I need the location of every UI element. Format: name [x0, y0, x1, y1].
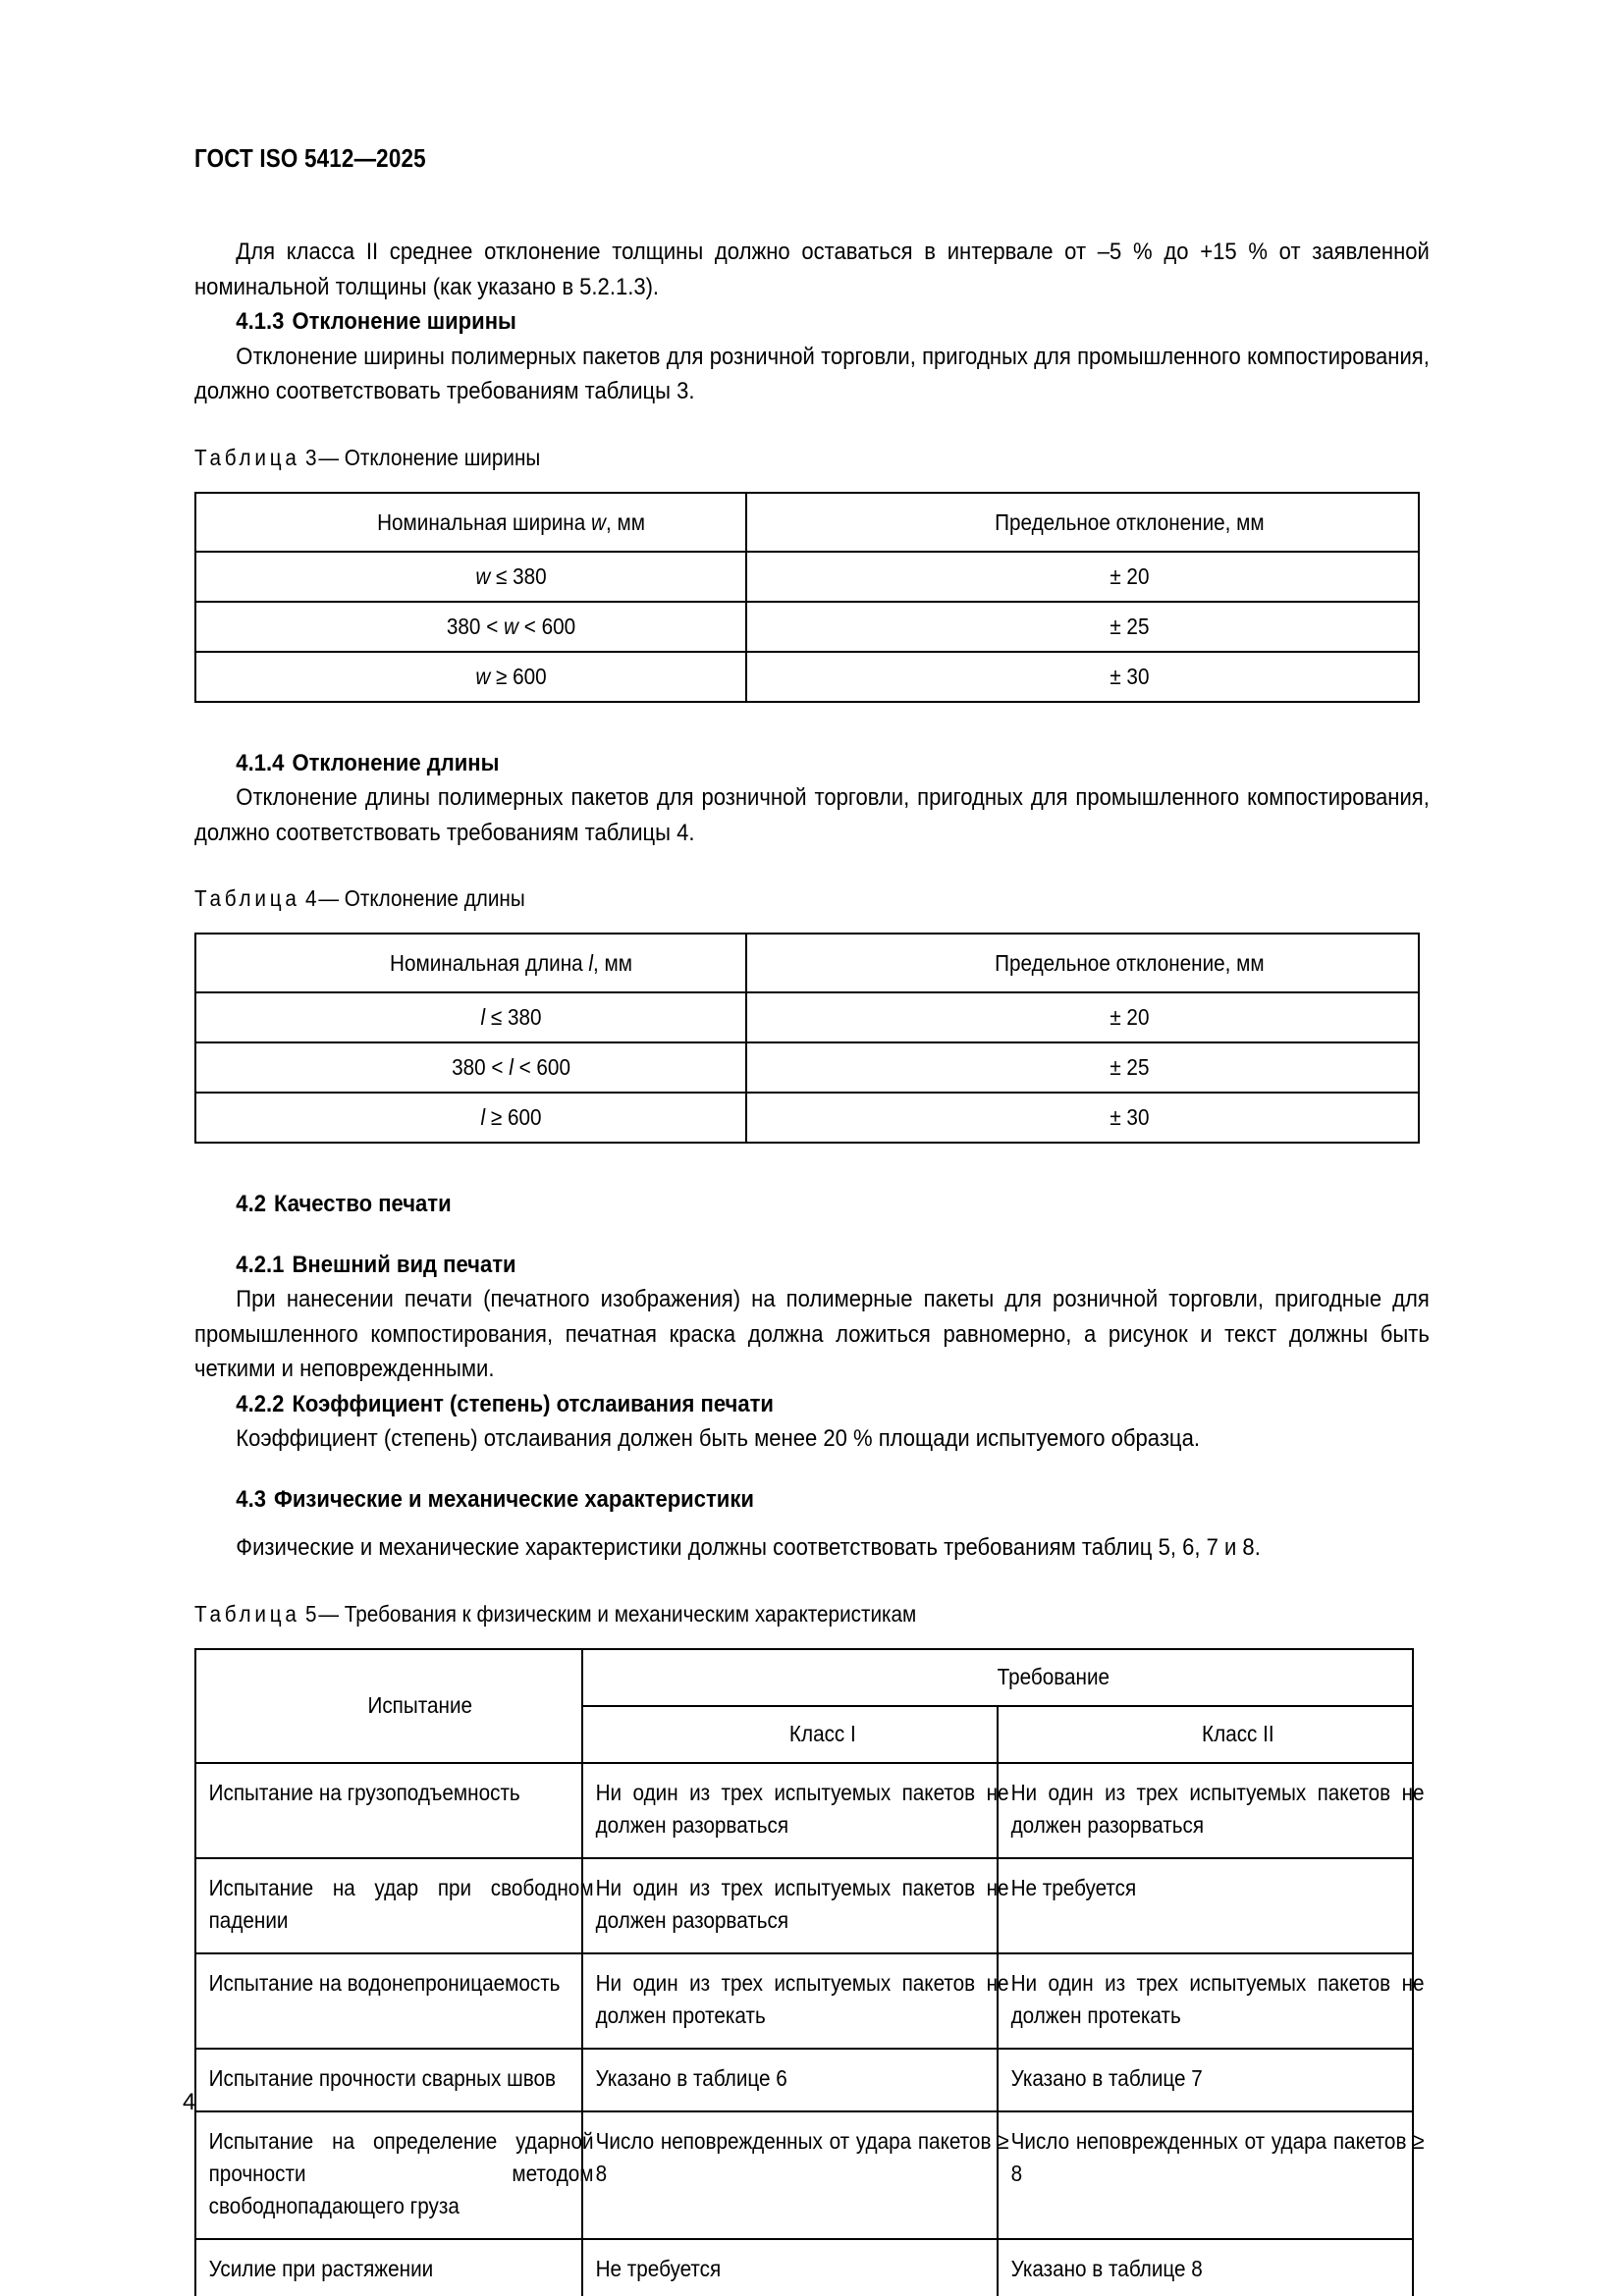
table-5	[194, 1648, 1425, 2296]
table-5-cell-class-2: Указано в таблице 8	[998, 2239, 1413, 2296]
document-header: ГОСТ ISO 5412—2025	[194, 145, 426, 173]
table-5-cell-class-2: Не требуется	[998, 1858, 1413, 1953]
table-5-header-class-2: Класс II	[998, 1706, 1413, 1763]
table-4-cell-range	[195, 992, 746, 1042]
table-3-cell-tolerance: ± 25	[746, 602, 1419, 652]
table-3-cell-tolerance: ± 30	[746, 652, 1419, 702]
heading-4-2-1	[194, 1248, 1471, 1283]
heading-4-1-4	[194, 746, 1471, 781]
range-pre: 380 <	[446, 613, 505, 639]
table-3-caption-number: 3	[305, 444, 317, 470]
table-4-caption-number: 4	[305, 885, 317, 911]
table-4-header-nominal-length-pre: Номинальная длина	[390, 950, 589, 976]
table-4-header-nominal-length-var: l	[588, 950, 594, 976]
range-var: l	[480, 1104, 486, 1130]
page-number: 4	[183, 2089, 196, 2115]
table-5-caption-title: Требования к физическим и механическим характеристикам	[344, 1600, 917, 1627]
intro-paragraph: Для класса II среднее отклонение толщины должно оставаться в интервале от –5 % до +15 % от заявленной номинальной толщины (как указано в 5.2.1.3).	[194, 239, 1430, 300]
table-3-header-nominal-width-post: , мм	[605, 508, 645, 535]
range-var: w	[504, 613, 518, 639]
heading-4-2-2-title: Коэффициент (степень) отслаивания печати	[292, 1390, 774, 1417]
heading-4-2-2	[194, 1387, 1471, 1422]
table-4-cell-tolerance: ± 25	[746, 1042, 1419, 1093]
table-3-cell-tolerance: ± 20	[746, 552, 1419, 602]
heading-4-2	[194, 1187, 1471, 1222]
table-4-header-tolerance: Предельное отклонение, мм	[746, 934, 1419, 992]
range-var: w	[475, 663, 491, 689]
table-5-caption-number: 5	[305, 1600, 317, 1627]
table-row	[195, 1042, 1419, 1093]
table-row	[195, 1858, 1413, 1953]
table-row	[195, 1953, 1413, 2049]
table-5-header-requirement: Требование	[582, 1649, 1413, 1706]
range-post: ≥ 600	[485, 1104, 542, 1130]
table-3-cell-range	[195, 602, 746, 652]
table-5-header-test: Испытание	[195, 1649, 582, 1763]
heading-4-3	[194, 1482, 1471, 1518]
table-3-caption	[194, 443, 1430, 472]
table-5-cell-class-1: Ни один из трех испытуемых пакетов не должен протекать	[582, 1953, 998, 2049]
heading-4-1-4-number: 4.1.4	[236, 749, 285, 776]
table-5-caption-dash: —	[318, 1600, 340, 1627]
table-4-cell-tolerance: ± 30	[746, 1093, 1419, 1143]
table-row	[195, 992, 1419, 1042]
table-5-cell-class-1: Не требуется	[582, 2239, 998, 2296]
table-5-cell-test: Испытание прочности сварных швов	[195, 2049, 582, 2111]
table-3-cell-range	[195, 552, 746, 602]
table-4-header-nominal-length	[195, 934, 746, 992]
table-4-caption-title: Отклонение длины	[344, 885, 525, 911]
table-3-header-nominal-width	[195, 493, 746, 552]
heading-4-1-4-title: Отклонение длины	[292, 749, 500, 776]
range-post: ≤ 380	[490, 562, 547, 589]
table-5-cell-class-1: Ни один из трех испытуемых пакетов не должен разорваться	[582, 1763, 998, 1858]
table-3-header-nominal-width-pre: Номинальная ширина	[377, 508, 592, 535]
paragraph-4-1-4: Отклонение длины полимерных пакетов для розничной торговли, пригодных для промышленного компостирования, должно соответствовать требованиям таблицы 4.	[194, 784, 1430, 846]
table-3-caption-word: Таблица	[194, 444, 300, 470]
range-var: l	[480, 1004, 486, 1030]
table-5-cell-class-2: Ни один из трех испытуемых пакетов не должен протекать	[998, 1953, 1413, 2049]
table-row	[195, 602, 1419, 652]
table-3-cell-range	[195, 652, 746, 702]
range-post: ≤ 380	[485, 1004, 542, 1030]
table-5-cell-test: Испытание на определение ударной прочности методом свободнопадающего груза	[195, 2111, 582, 2239]
heading-4-1-3-number: 4.1.3	[236, 308, 285, 335]
table-5-cell-test: Испытание на грузоподъемность	[195, 1763, 582, 1858]
table-3-header-row	[195, 493, 1419, 552]
heading-4-2-title: Качество печати	[274, 1191, 452, 1217]
paragraph-4-1-3: Отклонение ширины полимерных пакетов для розничной торговли, пригодных для промышленного компостирования, должно соответствовать требованиям таблицы 3.	[194, 343, 1430, 404]
table-5-cell-class-2: Указано в таблице 7	[998, 2049, 1413, 2111]
heading-4-1-3-title: Отклонение ширины	[292, 308, 516, 335]
range-post: < 600	[517, 613, 576, 639]
paragraph-4-2-1: При нанесении печати (печатного изображения) на полимерные пакеты для розничной торговли, пригодные для промышленного компостирования, печатная краска должна ложиться равномерно, а рисунок и текст должны быть четкими и неповрежденными.	[194, 1286, 1430, 1382]
table-3	[194, 492, 1420, 703]
range-var: w	[475, 562, 491, 589]
range-var: l	[509, 1054, 514, 1080]
table-5-header-class-1: Класс I	[582, 1706, 998, 1763]
range-post: < 600	[513, 1054, 570, 1080]
table-5-caption-word: Таблица	[194, 1600, 300, 1627]
table-5-header-row-1	[195, 1649, 1413, 1706]
heading-4-3-title: Физические и механические характеристики	[274, 1485, 754, 1513]
table-5-caption	[194, 1599, 1430, 1629]
table-3-caption-dash: —	[318, 444, 340, 470]
table-4-header-row	[195, 934, 1419, 992]
table-row	[195, 552, 1419, 602]
page-content	[194, 145, 1430, 2296]
table-row	[195, 2111, 1413, 2239]
table-3-header-tolerance: Предельное отклонение, мм	[746, 493, 1419, 552]
table-5-cell-class-1: Число неповрежденных от удара пакетов ≥ 8	[582, 2111, 998, 2239]
heading-4-2-1-number: 4.2.1	[236, 1251, 285, 1278]
table-5-cell-test: Испытание на удар при свободном падении	[195, 1858, 582, 1953]
heading-4-2-number: 4.2	[236, 1191, 266, 1217]
table-4	[194, 933, 1420, 1144]
paragraph-4-3: Физические и механические характеристики должны соответствовать требованиям таблиц 5, 6, 7 и 8.	[236, 1534, 1261, 1561]
table-5-cell-class-2: Ни один из трех испытуемых пакетов не должен разорваться	[998, 1763, 1413, 1858]
table-4-header-nominal-length-post: , мм	[593, 950, 632, 976]
table-4-caption-dash: —	[318, 885, 340, 911]
table-4-cell-range	[195, 1093, 746, 1143]
table-row	[195, 1763, 1413, 1858]
table-row	[195, 1093, 1419, 1143]
paragraph-4-2-2: Коэффициент (степень) отслаивания должен быть менее 20 % площади испытуемого образца.	[236, 1425, 1200, 1452]
table-row	[195, 652, 1419, 702]
table-5-cell-class-1: Указано в таблице 6	[582, 2049, 998, 2111]
table-5-cell-test: Усилие при растяжении	[195, 2239, 582, 2296]
heading-4-3-number: 4.3	[236, 1485, 266, 1513]
heading-4-1-3	[194, 304, 1471, 340]
table-3-header-nominal-width-var: w	[591, 508, 606, 535]
table-5-cell-class-1: Ни один из трех испытуемых пакетов не должен разорваться	[582, 1858, 998, 1953]
table-5-cell-class-2: Число неповрежденных от удара пакетов ≥ 8	[998, 2111, 1413, 2239]
table-3-caption-title: Отклонение ширины	[344, 444, 541, 470]
table-row	[195, 2239, 1413, 2296]
table-5-cell-test: Испытание на водонепроницаемость	[195, 1953, 582, 2049]
heading-4-2-1-title: Внешний вид печати	[292, 1251, 516, 1278]
table-4-caption	[194, 883, 1430, 913]
heading-4-2-2-number: 4.2.2	[236, 1390, 285, 1417]
table-4-cell-tolerance: ± 20	[746, 992, 1419, 1042]
table-4-cell-range	[195, 1042, 746, 1093]
table-row	[195, 2049, 1413, 2111]
range-post: ≥ 600	[490, 663, 547, 689]
range-pre: 380 <	[452, 1054, 510, 1080]
table-4-caption-word: Таблица	[194, 885, 300, 911]
